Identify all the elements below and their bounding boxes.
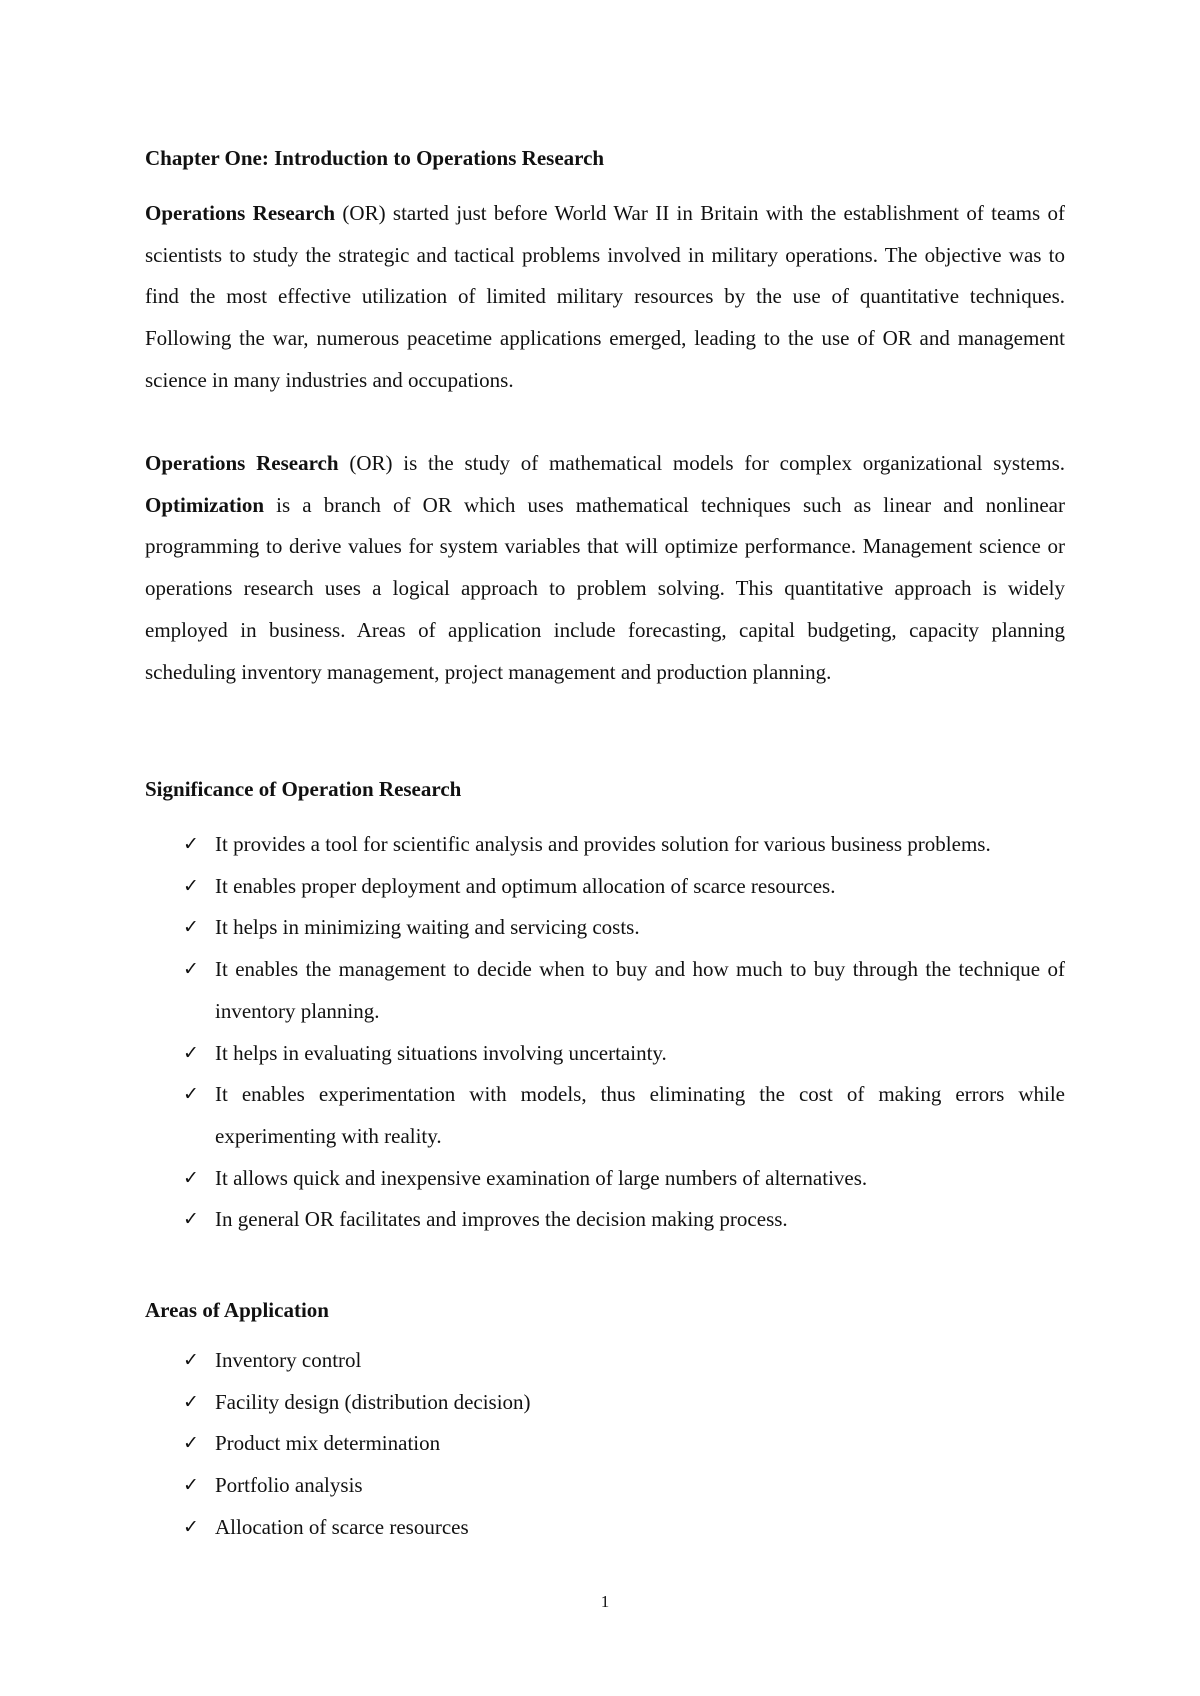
list-item [183, 866, 1065, 908]
list-item-text: In general OR facilitates and improves the decision making process. [215, 1207, 788, 1232]
checkmark-icon: ✓ [183, 1208, 199, 1231]
checkmark-icon: ✓ [183, 1474, 199, 1497]
list-item [183, 1033, 1065, 1075]
list-item-text: It provides a tool for scientific analysis and provides solution for various business problems. [215, 832, 991, 856]
list-item-text: It helps in evaluating situations involving uncertainty. [215, 1040, 667, 1065]
list-item-text: Product mix determination [215, 1431, 441, 1456]
list-item [183, 1465, 1065, 1507]
list-item [183, 949, 1065, 1032]
significance-heading: Significance of Operation Research [145, 777, 462, 801]
definition-text-b: is a branch of OR which uses mathematical techniques such as linear and nonlinear programming to derive values for system variables that will optimize performance. Management science or operations research uses a logical approach to problem solving. This quantitative approach is widely employed in business. Areas of application include forecasting, capital budgeting, capacity planning scheduling inventory management, project management and production planning. [145, 492, 1065, 684]
checkmark-icon: ✓ [183, 1432, 199, 1455]
list-item [183, 907, 1065, 949]
areas-list [183, 1340, 1065, 1549]
list-item-text: It enables proper deployment and optimum allocation of scarce resources. [215, 873, 836, 898]
list-item-text: It helps in minimizing waiting and servicing costs. [215, 915, 640, 940]
list-item-text: Facility design (distribution decision) [215, 1389, 531, 1414]
list-item-text: Allocation of scarce resources [215, 1514, 469, 1539]
intro-term: Operations Research [145, 201, 336, 225]
list-item [183, 1340, 1065, 1382]
definition-paragraph [145, 443, 1065, 693]
list-item [183, 1382, 1065, 1424]
intro-text: (OR) started just before World War II in Britain with the establishment of teams of scientists to study the strategic and tactical problems involved in military operations. The objective was to find the most effective utilization of limited military resources by the use of quantitative techniques. Following the war, numerous peacetime applications emerged, leading to the use of OR and management science in many industries and occupations. [145, 201, 1065, 392]
list-item [183, 1158, 1065, 1200]
checkmark-icon: ✓ [183, 1390, 199, 1413]
checkmark-icon: ✓ [183, 833, 199, 855]
list-item [183, 1074, 1065, 1157]
checkmark-icon: ✓ [183, 1083, 199, 1106]
checkmark-icon: ✓ [183, 916, 199, 939]
checkmark-icon: ✓ [183, 874, 199, 897]
checkmark-icon: ✓ [183, 958, 199, 981]
checkmark-icon: ✓ [183, 1349, 199, 1371]
list-item-text: It enables experimentation with models, thus eliminating the cost of making errors while experimenting with reality. [215, 1082, 1065, 1148]
optimization-term: Optimization [145, 492, 264, 517]
list-item-text: Inventory control [215, 1348, 362, 1372]
list-item-text: It allows quick and inexpensive examination of large numbers of alternatives. [215, 1165, 868, 1190]
checkmark-icon: ✓ [183, 1041, 199, 1064]
list-item [183, 1507, 1065, 1549]
list-item [183, 824, 1065, 866]
list-item [183, 1423, 1065, 1465]
significance-list [183, 824, 1065, 1241]
list-item [183, 1199, 1065, 1241]
document-page [145, 0, 1065, 1696]
list-item-text: It enables the management to decide when to buy and how much to buy through the technique of inventory planning. [215, 957, 1065, 1023]
intro-paragraph [145, 193, 1065, 402]
chapter-title: Chapter One: Introduction to Operations Research [145, 146, 605, 170]
list-item-text: Portfolio analysis [215, 1473, 363, 1498]
definition-text-a: (OR) is the study of mathematical models for complex organizational systems. [338, 451, 1065, 475]
areas-heading: Areas of Application [145, 1298, 329, 1322]
checkmark-icon: ✓ [183, 1515, 199, 1538]
definition-term: Operations Research [145, 451, 339, 475]
page-number: 1 [600, 1592, 610, 1611]
checkmark-icon: ✓ [183, 1166, 199, 1189]
